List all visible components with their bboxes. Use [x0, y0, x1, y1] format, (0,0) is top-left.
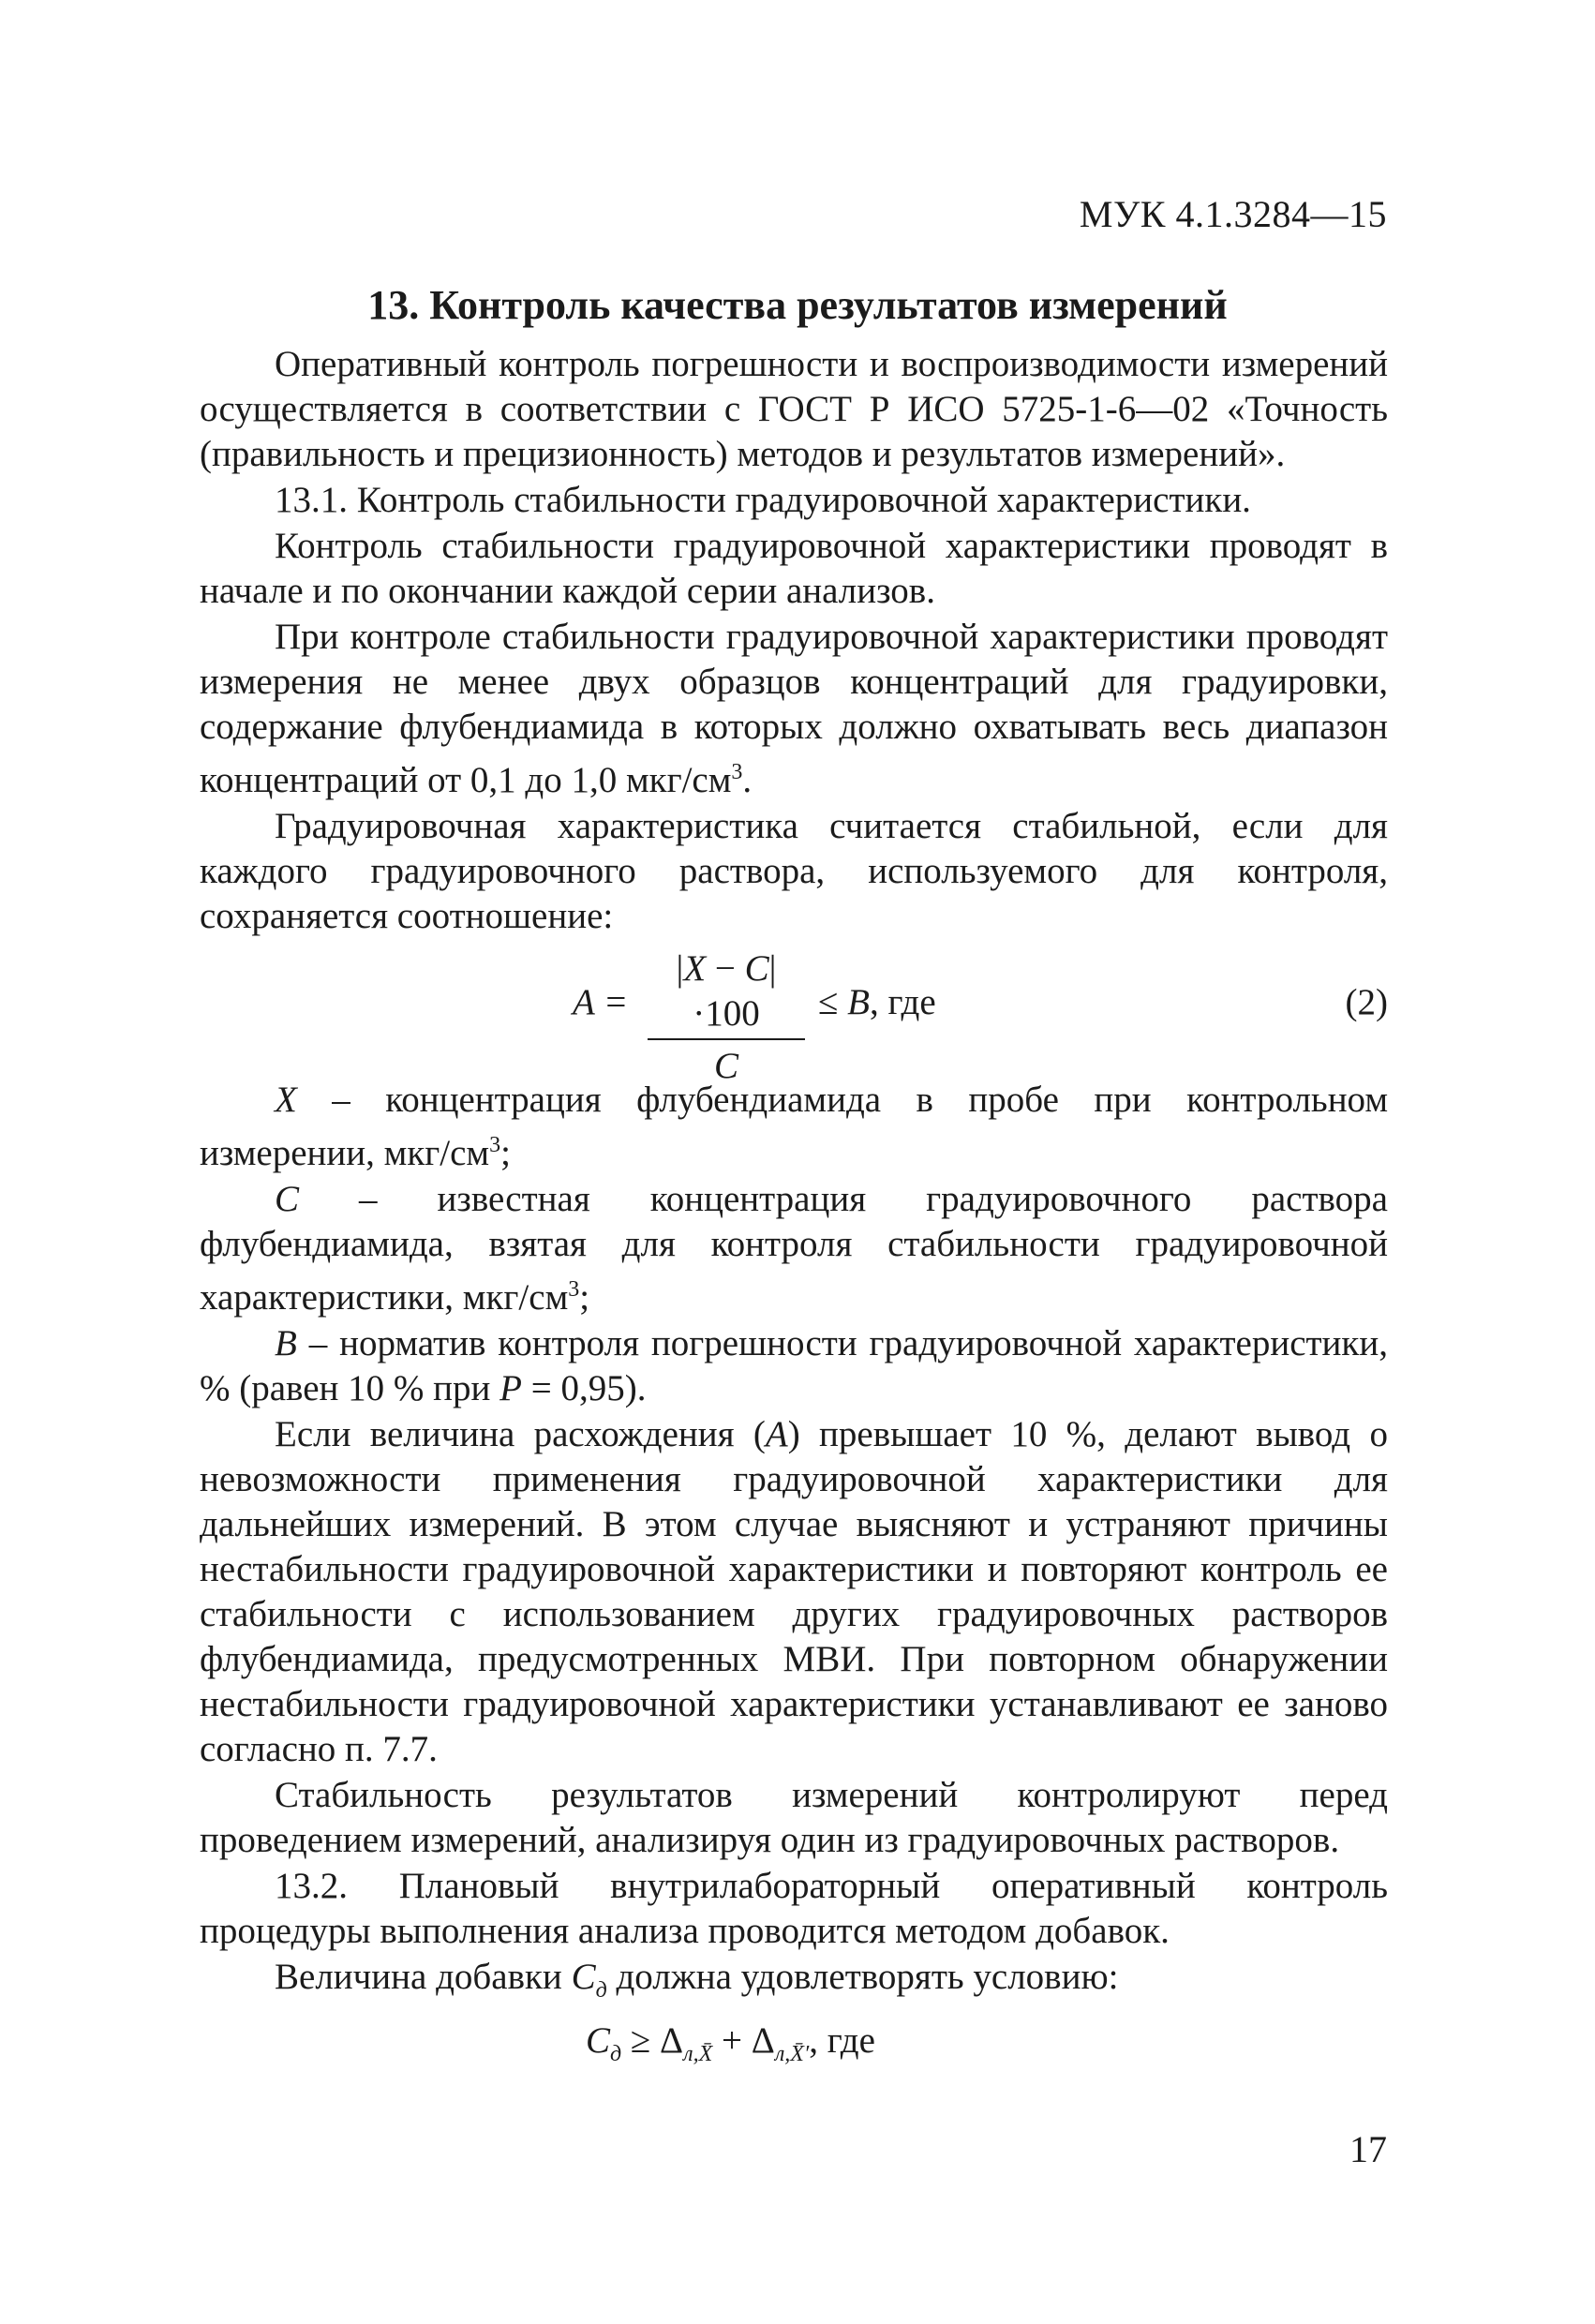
- formula-2: [200, 946, 1388, 1086]
- formula-denominator: C: [713, 1046, 738, 1086]
- section-title: 13. Контроль качества результатов измерений: [367, 282, 1228, 328]
- paragraph-intro: Оперативный контроль погрешности и воспроизводимости измерений осуществляется в соответствии с ГОСТ Р ИСО 5725-1-6—02 «Точность (правильность и прецизионность) методов и результатов измерений».: [200, 344, 1388, 474]
- paragraph-control-measurements: При контроле стабильности градуировочной характеристики проводят измерения не менее двух образцов концентраций для градуировки, содержание флубендиамида в которых должно охватывать весь диапазон концентраций от 0,1 до 1,0 мкг/$см^3$.: [200, 617, 1388, 800]
- formula-rhs: ≤ B, где: [818, 982, 936, 1022]
- formula-numerator: |X − C|·100: [648, 946, 805, 1040]
- paragraph-results-stability: Стабильность результатов измерений контролируют перед проведением измерений, анализируя один из градуировочных растворов.: [200, 1775, 1388, 1860]
- definition-c: C – известная концентрация градуировочного раствора флубендиамида, взятая для контроля стабильности градуировочной характеристики, мкг/$см^3$;: [200, 1179, 1388, 1318]
- formula-additive: $C_д \ge \Delta_{л,X̄} + \Delta_{л,X̄'}$, где: [586, 2019, 875, 2066]
- formula-fraction: [648, 946, 805, 1089]
- definition-x: X – концентрация флубендиамида в пробе при контрольном измерении, мкг/$см^3$;: [200, 1080, 1388, 1173]
- document-code: МУК 4.1.3284—15: [1079, 193, 1387, 235]
- paragraph-control-timing: Контроль стабильности градуировочной характеристики проводят в начале и по окончании каждой серии анализов.: [200, 526, 1388, 611]
- subsection-13-2: 13.2. Плановый внутрилабораторный оперативный контроль процедуры выполнения анализа проводится методом добавок.: [200, 1866, 1388, 1951]
- paragraph-instability: Если величина расхождения (A) превышает 10 %, делают вывод о невозможности применения градуировочной характеристики для дальнейших измерений. В этом случае выясняют и устраняют причины нестабильности градуировочной характеристики и повторяют контроль ее стабильности с использованием других градуировочных растворов флубендиамида, предусмотренных МВИ. При повторном обнаружении нестабильности градуировочной характеристики устанавливают ее заново согласно п. 7.7.: [200, 1414, 1388, 1769]
- formula-lhs: A =: [573, 982, 629, 1022]
- subsection-13-1: 13.1. Контроль стабильности градуировочной характеристики.: [275, 480, 1251, 520]
- equation-number: (2): [1345, 982, 1388, 1022]
- paragraph-stability-condition: Градуировочная характеристика считается стабильной, если для каждого градуировочного раствора, используемого для контроля, сохраняется соотношение:: [200, 806, 1388, 936]
- paragraph-additive: Величина добавки $C_д$ должна удовлетворять условию:: [275, 1957, 1119, 2003]
- body-text: [200, 342, 1388, 2077]
- page-number: 17: [1349, 2128, 1387, 2170]
- definition-b: B – норматив контроля погрешности градуировочной характеристики, % (равен 10 % при P = 0,95).: [200, 1323, 1388, 1408]
